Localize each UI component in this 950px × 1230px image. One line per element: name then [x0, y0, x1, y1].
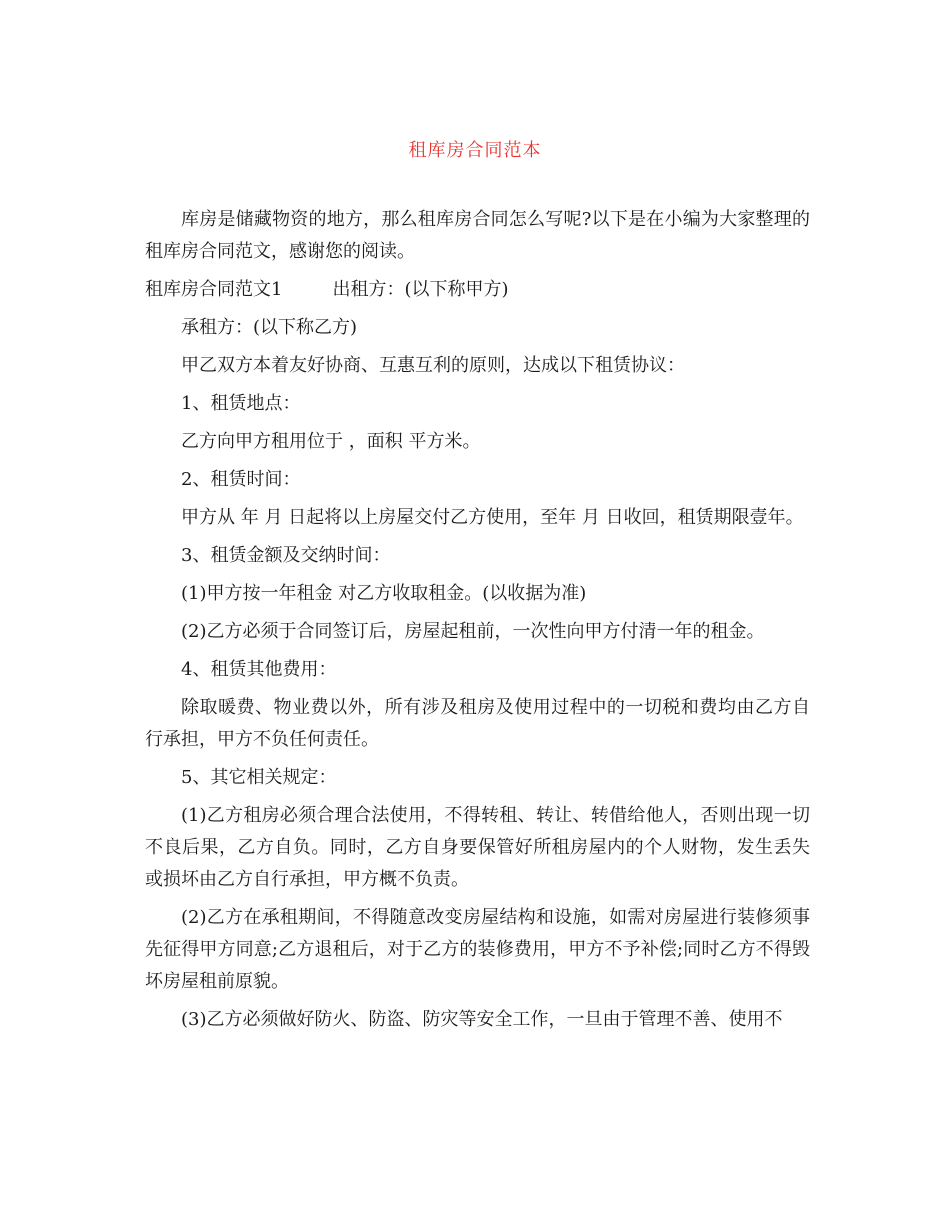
- section-4-text: 除取暖费、物业费以外，所有涉及租房及使用过程中的一切税和费均由乙方自行承担，甲方不负任何责任。: [145, 697, 810, 750]
- contract-heading-line: [145, 274, 810, 306]
- section-5-heading: 5、其它相关规定：: [181, 767, 337, 788]
- section-3-item-2: (2)乙方必须于合同签订后，房屋起租前，一次性向甲方付清一年的租金。: [181, 621, 765, 642]
- section-4-heading: 4、租赁其他费用：: [181, 659, 337, 680]
- section-5-item-3: (3)乙方必须做好防火、防盗、防灾等安全工作，一旦由于管理不善、使用不: [181, 1009, 783, 1030]
- section-3-item-1: (1)甲方按一年租金 对乙方收取租金。(以收据为准): [181, 583, 587, 604]
- section-1-text: 乙方向甲方租用位于 ，面积 平方米。: [181, 431, 481, 452]
- section-1-heading: 1、租赁地点：: [181, 393, 301, 414]
- contract-label: 租库房合同范文1: [145, 279, 283, 300]
- agreement-principle: 甲乙双方本着友好协商、互惠互利的原则，达成以下租赁协议：: [181, 355, 685, 376]
- intro-paragraph: 库房是储藏物资的地方，那么租库房合同怎么写呢?以下是在小编为大家整理的租库房合同范文，感谢您的阅读。: [145, 209, 810, 262]
- lessor-line: 出租方：(以下称甲方): [332, 279, 509, 300]
- lessee-line: 承租方：(以下称乙方): [181, 317, 358, 338]
- document-body: [145, 204, 810, 1042]
- section-3-heading: 3、租赁金额及交纳时间：: [181, 545, 391, 566]
- document-title: 租库房合同范本: [408, 140, 542, 161]
- section-2-text: 甲方从 年 月 日起将以上房屋交付乙方使用，至年 月 日收回，租赁期限壹年。: [181, 507, 804, 528]
- section-2-heading: 2、租赁时间：: [181, 469, 301, 490]
- section-5-item-1: (1)乙方租房必须合理合法使用，不得转租、转让、转借给他人，否则出现一切不良后果，乙方自负。同时，乙方自身要保管好所租房屋内的个人财物，发生丢失或损坏由乙方自行承担，甲方概不负责。: [145, 805, 810, 890]
- section-5-item-2: (2)乙方在承租期间，不得随意改变房屋结构和设施，如需对房屋进行装修须事先征得甲方同意;乙方退租后，对于乙方的装修费用，甲方不予补偿;同时乙方不得毁坏房屋租前原貌。: [145, 907, 810, 992]
